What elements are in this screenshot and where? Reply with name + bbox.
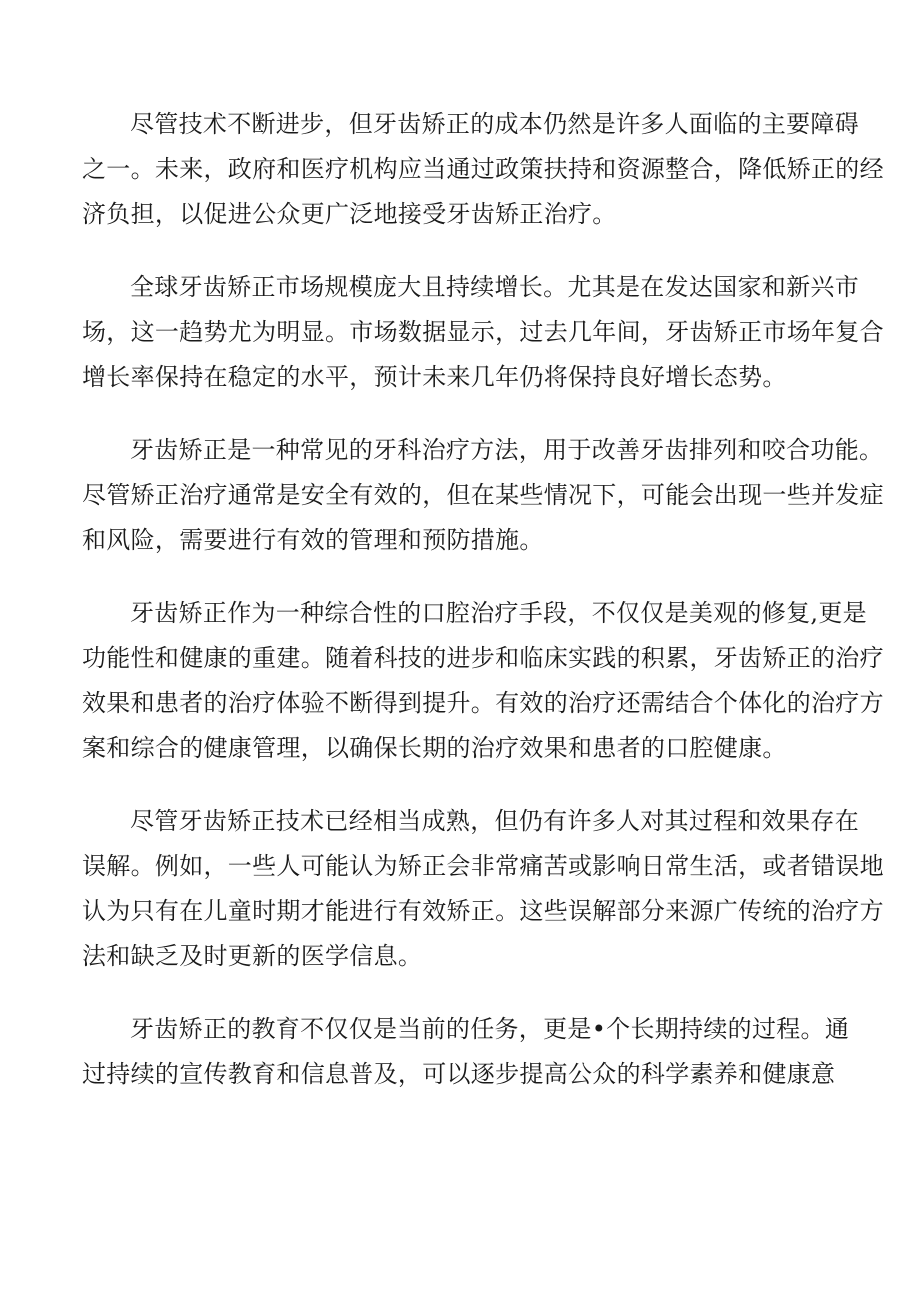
paragraph-cost-barrier xyxy=(82,102,884,237)
text-line: 过持续的宣传教育和信息普及，可以逐步提高公众的科学素养和健康意 xyxy=(82,1060,836,1088)
text-line: 场，这一趋势尤为明显。市场数据显示，过去几年间，牙齿矫正市场年复合 xyxy=(82,318,884,346)
text-line: 尽管技术不断进步，但牙齿矫正的成本仍然是许多人面临的主要障碍 xyxy=(130,110,859,138)
text-line: 牙齿矫正的教育不仅仅是当前的任务，更是•个长期持续的过程。通 xyxy=(130,1015,850,1043)
text-line: 和风险，需要进行有效的管理和预防措施。 xyxy=(82,526,544,554)
text-line: 案和综合的健康管理，以确保长期的治疗效果和患者的口腔健康。 xyxy=(82,734,787,762)
text-line: 尽管牙齿矫正技术已经相当成熟，但仍有许多人对其过程和效果存在 xyxy=(130,807,859,835)
text-line: 误解。例如，一些人可能认为矫正会非常痛苦或影响日常生活，或者错误地 xyxy=(82,852,884,880)
text-line: 功能性和健康的重建。随着科技的进步和临床实践的积累，牙齿矫正的治疗 xyxy=(82,644,884,672)
text-line: 全球牙齿矫正市场规模庞大且持续增长。尤其是在发达国家和新兴市 xyxy=(130,273,859,301)
text-line: 效果和患者的治疗体验不断得到提升。有效的治疗还需结合个体化的治疗方 xyxy=(82,689,884,717)
text-line: 增长率保持在稳定的水平，预计未来几年仍将保持良好增长态势。 xyxy=(82,363,787,391)
text-line: 牙齿矫正作为一种综合性的口腔治疗手段，不仅仅是美观的修复,更是 xyxy=(130,599,867,627)
text-line: 之一。未来，政府和医疗机构应当通过政策扶持和资源整合，降低矫正的经 xyxy=(82,155,884,183)
text-line: 尽管矫正治疗通常是安全有效的，但在某些情况下，可能会出现一些并发症 xyxy=(82,481,884,509)
paragraph-misconceptions xyxy=(82,799,884,979)
paragraph-market-growth xyxy=(82,265,884,400)
paragraph-education xyxy=(82,1007,850,1097)
text-line: 法和缺乏及时更新的医学信息。 xyxy=(82,942,423,970)
text-line: 牙齿矫正是一种常见的牙科治疗方法，用于改善牙齿排列和咬合功能。 xyxy=(130,436,884,464)
text-line: 认为只有在儿童时期才能进行有效矫正。这些误解部分来源广传统的治疗方 xyxy=(82,897,884,925)
paragraph-complications xyxy=(82,428,884,563)
paragraph-comprehensive-treatment xyxy=(82,591,884,771)
text-line: 济负担，以促进公众更广泛地接受牙齿矫正治疗。 xyxy=(82,200,617,228)
